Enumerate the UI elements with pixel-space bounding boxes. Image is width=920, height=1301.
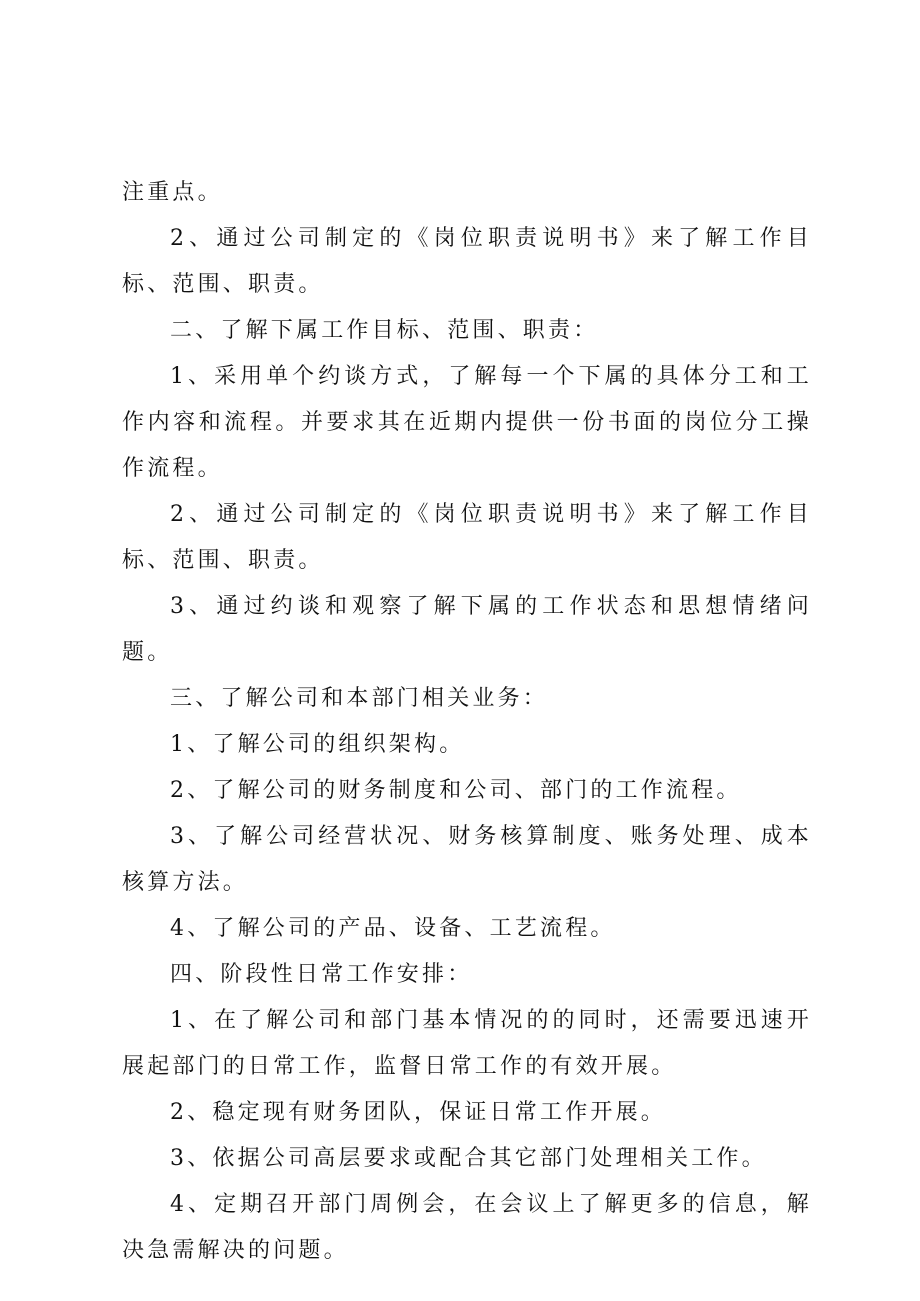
paragraph-item-2-job-description-repeat: 2、通过公司制定的《岗位职责说明书》来了解工作目标、范围、职责。 xyxy=(122,502,812,573)
paragraph-item-3-observation: 3、通过约谈和观察了解下属的工作状态和思想情绪问题。 xyxy=(122,594,812,665)
paragraph-item-1-daily-work: 1、在了解公司和部门基本情况的的同时，还需要迅速开展起部门的日常工作，监督日常工作的有效开展。 xyxy=(122,1008,812,1079)
paragraph-item-3-cooperation: 3、依据公司高层要求或配合其它部门处理相关工作。 xyxy=(170,1146,767,1171)
paragraph-item-2-job-description: 2、通过公司制定的《岗位职责说明书》来了解工作目标、范围、职责。 xyxy=(122,226,812,297)
paragraph-item-4-weekly-meeting: 4、定期召开部门周例会，在会议上了解更多的信息，解决急需解决的问题。 xyxy=(122,1192,812,1263)
section-heading-4: 四、阶段性日常工作安排： xyxy=(170,962,473,987)
paragraph-item-1-org-structure: 1、了解公司的组织架构。 xyxy=(170,732,465,757)
paragraph-item-4-products: 4、了解公司的产品、设备、工艺流程。 xyxy=(170,916,616,941)
paragraph-item-2-team: 2、稳定现有财务团队，保证日常工作开展。 xyxy=(170,1100,666,1125)
paragraph-item-2-finance-process: 2、了解公司的财务制度和公司、部门的工作流程。 xyxy=(170,778,742,803)
section-heading-2: 二、了解下属工作目标、范围、职责： xyxy=(170,318,599,343)
paragraph-continuation: 注重点。 xyxy=(122,180,223,205)
paragraph-item-1-interview: 1、采用单个约谈方式，了解每一个下属的具体分工和工作内容和流程。并要求其在近期内提供一份书面的岗位分工操作流程。 xyxy=(122,364,812,481)
paragraph-item-3-operations: 3、了解公司经营状况、财务核算制度、账务处理、成本核算方法。 xyxy=(122,824,812,895)
section-heading-3: 三、了解公司和本部门相关业务： xyxy=(170,686,549,711)
document-body xyxy=(122,170,812,1274)
